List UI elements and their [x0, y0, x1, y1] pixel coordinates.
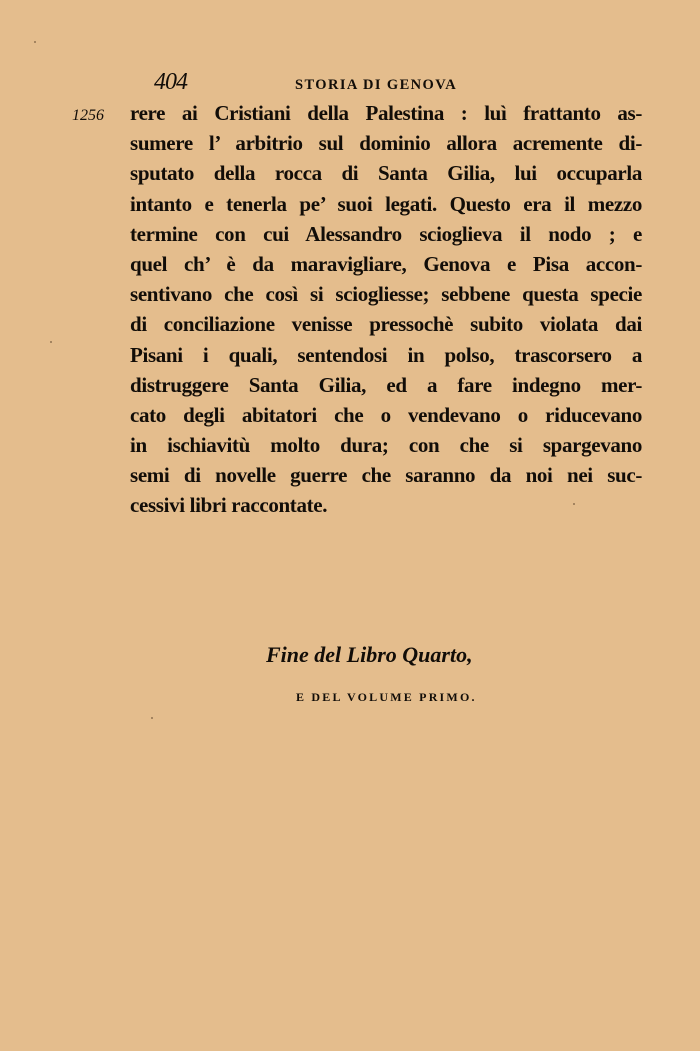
text-line: sumere l’ arbitrio sul dominio allora acremente di- — [130, 131, 642, 156]
text-line: distruggere Santa Gilia, ed a fare indegno mer- — [130, 372, 642, 397]
paper-speck — [573, 503, 575, 505]
text-line-last: cessivi libri raccontate. — [130, 493, 328, 518]
text-line: semi di novelle guerre che saranno da noi nei suc- — [130, 463, 642, 488]
text-line: sentivano che così si sciogliesse; sebbene questa specie — [130, 282, 642, 307]
text-line: termine con cui Alessandro scioglieva il nodo ; e — [130, 221, 642, 246]
text-line: intanto e tenerla pe’ suoi legati. Questo era il mezzo — [130, 191, 642, 216]
text-line: rere ai Cristiani della Palestina : luì frattanto as- — [130, 101, 642, 125]
paper-speck — [151, 717, 153, 719]
body-paragraph — [130, 98, 642, 521]
closing-subtitle: E DEL VOLUME PRIMO. — [296, 690, 477, 704]
running-head: STORIA DI GENOVA — [295, 77, 458, 93]
text-line: quel ch’ è da maravigliare, Genova e Pisa accon- — [130, 251, 642, 276]
text-line: di conciliazione venisse pressochè subito violata dai — [130, 312, 642, 337]
text-line: Pisani i quali, sentendosi in polso, trascorsero a — [130, 342, 642, 367]
closing-title: Fine del Libro Quarto, — [266, 642, 473, 667]
text-line: sputato della rocca di Santa Gilia, lui occuparla — [130, 161, 642, 186]
text-line: in ischiavitù molto dura; con che si spargevano — [130, 433, 642, 458]
paper-speck — [50, 341, 52, 343]
text-line: cato degli abitatori che o vendevano o riducevano — [130, 402, 642, 427]
paper-speck — [34, 41, 36, 43]
page-number: 404 — [154, 69, 187, 95]
margin-year-note: 1256 — [72, 107, 104, 124]
